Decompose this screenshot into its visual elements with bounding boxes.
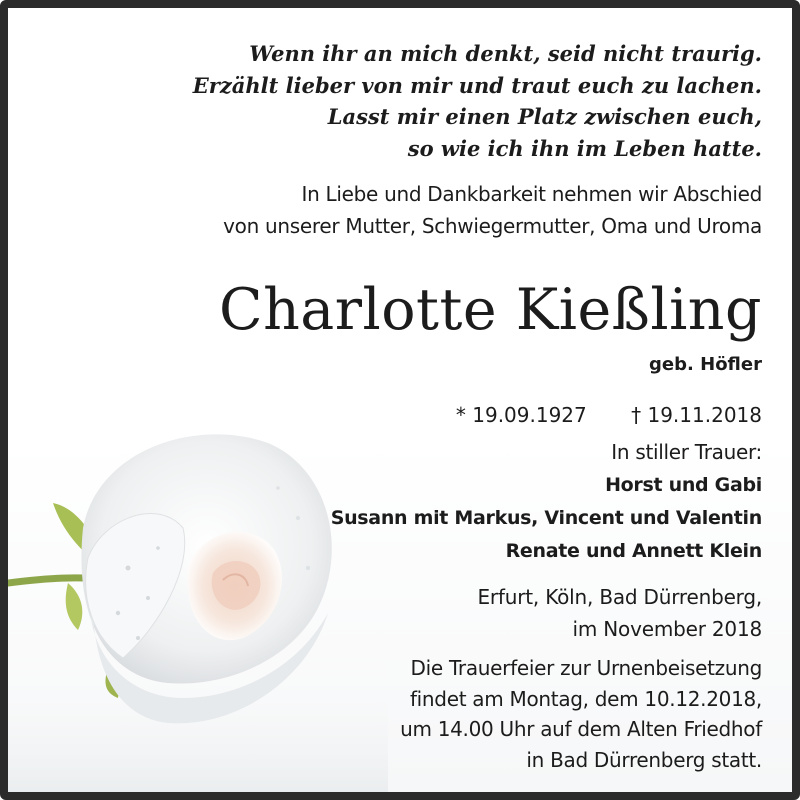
poem-line: Lasst mir einen Platz zwischen euch, xyxy=(327,104,762,129)
mourners-list xyxy=(331,436,762,568)
place-and-date xyxy=(477,581,762,645)
birth-name: geb. Höfler xyxy=(649,354,762,375)
place-line: im November 2018 xyxy=(572,617,762,641)
ceremony-line: findet am Montag, dem 10.12.2018, xyxy=(409,686,762,711)
life-dates xyxy=(418,400,762,430)
ceremony-line: in Bad Dürrenberg statt. xyxy=(526,747,762,772)
intro-line: In Liebe und Dankbarkeit nehmen wir Abschied xyxy=(301,182,762,206)
ceremony-info xyxy=(400,653,762,775)
deceased-name: Charlotte Kießling xyxy=(218,277,762,343)
mourner-name: Horst und Gabi xyxy=(605,474,762,496)
intro-line: von unserer Mutter, Schwiegermutter, Oma und Uroma xyxy=(223,214,762,238)
poem-line: so wie ich ihn im Leben hatte. xyxy=(407,135,762,161)
birth-date: * 19.09.1927 xyxy=(455,403,587,427)
ceremony-line: um 14.00 Uhr auf dem Alten Friedhof xyxy=(400,717,762,741)
farewell-intro xyxy=(223,178,762,242)
poem-line: Erzählt lieber von mir und traut euch zu lachen. xyxy=(192,72,762,98)
ceremony-line: Die Trauerfeier zur Urnenbeisetzung xyxy=(410,656,762,680)
memorial-poem xyxy=(193,38,762,164)
mourner-name: Susann mit Markus, Vincent und Valentin xyxy=(330,507,762,529)
mourner-name: Renate und Annett Klein xyxy=(505,540,762,562)
mourners-heading: In stiller Trauer: xyxy=(611,440,762,464)
death-date: † 19.11.2018 xyxy=(631,403,762,427)
place-line: Erfurt, Köln, Bad Dürrenberg, xyxy=(477,585,762,609)
poem-line: Wenn ihr an mich denkt, seid nicht traurig. xyxy=(249,41,762,66)
